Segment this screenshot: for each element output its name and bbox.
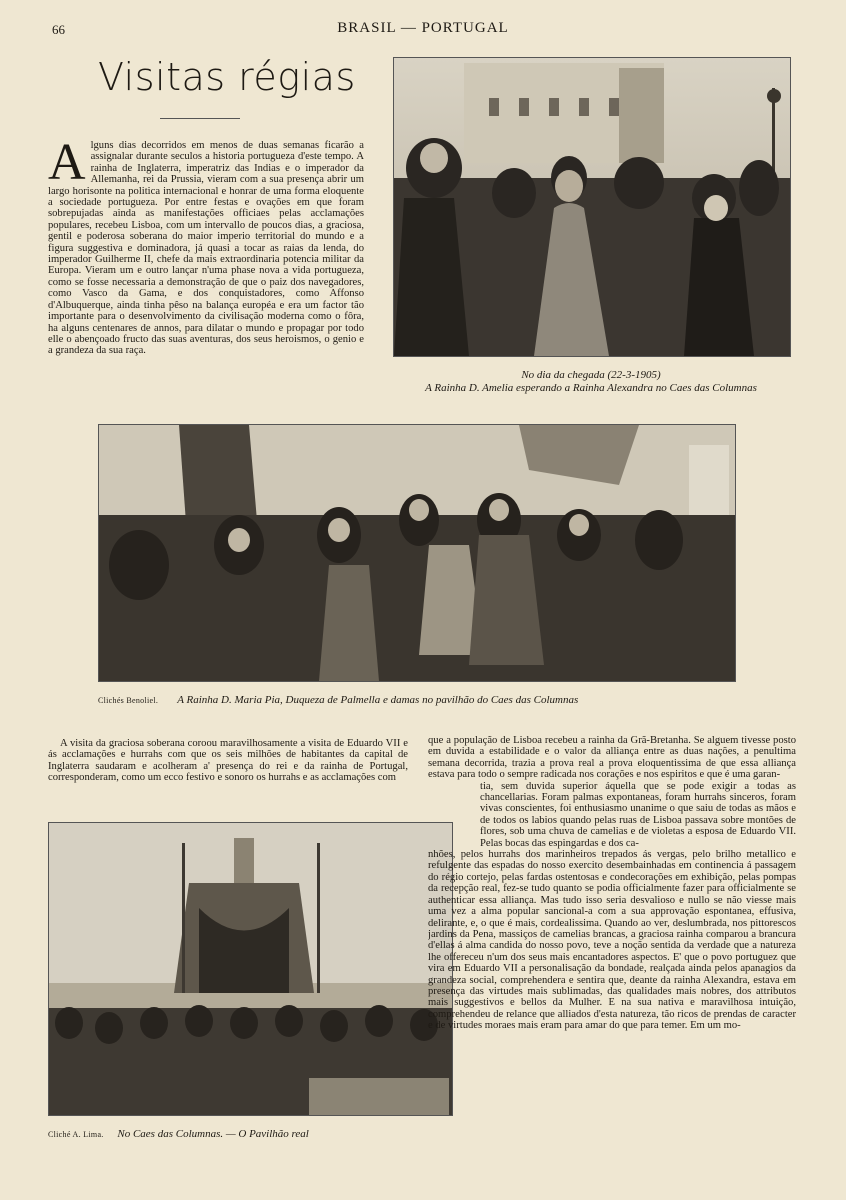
photo-pavilion-group [98,424,736,682]
third-column-para-a: que a população de Lisboa recebeu a rainha da Grã-Bretanha. Se alguem tivesse posto em duvida a estabilidade e o valor da alliança entre as duas nações, a penultima semana decorrida, trazia a prova real a prova eloquentissima de que essa alliança estava para todo o sempre radicada nos corações e nos espiritos e que é uma garan- [428,735,796,781]
photo-credit: Cliché A. Lima. [48,1130,104,1139]
photo-royal-pavilion-caption [48,1128,451,1141]
drop-cap: A [48,140,86,191]
caption-date-line: No dia da chegada (22-3-1905) [521,369,661,381]
caption-text: No Caes das Columnas. — O Pavilhão real [117,1128,309,1140]
photo-arrival-caption [393,369,789,395]
second-paragraph: A visita da graciosa soberana coroou maravilhosamente a visita de Eduardo VII e ás acclamações e hurrahs com que os seis milhões de habitantes da capital de Inglaterra saudaram e acolheram a' presença do rei e da rainha de Portugal, corresponderam, como um ecco festivo e sonoro os hurrahs e as acclamações com [48,738,408,784]
photo-credit: Clichés Benoliel. [98,696,159,705]
caption-description-line: A Rainha D. Amelia esperando a Rainha Alexandra no Caes das Columnas [425,382,757,394]
photo-arrival-crowd [393,57,791,357]
running-head: BRASIL — PORTUGAL [337,20,509,36]
third-column-para-c: nhões, pelos hurrahs dos marinheiros trepados ás vergas, pelo brilho metallico e refulgente das espadas do nosso exercito desembainhadas em continencia á passagem do régio cortejo, pelas fardas ostentosas e condecorações em exhibição, pelas pompas da recepção real, fez-se tudo quanto se podia officialmente fazer para officialmente se authenticar essa alliança. Mas tudo isso seria desvalioso e nullo se não viesse mais uma vez a alma popular sancional-a com a sua approvação espontanea, effusiva, delirante, e, o que é mais, cordealissima. Quando ao ver, deslumbrada, nos pittorescos jardins da Pena, massiços de camelias brancas, a graciosa rainha comparou a brancura d'ellas á alma candida do nosso povo, teve a noção sentida da verdade que a natureza lhe offereceu n'um dos seus mais encantadores aspectos. E' que o povo portuguez que vira em Eduardo VII a personalisação da bondade, realçada ainda pelos apanagios da grandeza social, comprehendera e sentira que, deante da rainha Alexandra, estava em presença das virtudes mais sublimadas, das qualidades mais nobres, dos attributos mais suggestivos e bellos da Mulher. E na sua nativa e maravilhosa intuição, comprehendeu de relance que alliados d'esta natureza, tão ricos de prendas de caracter e de virtudes moraes mais eram para amar do que para temer. Em um mo- [428,849,796,1032]
title-rule [160,118,240,119]
page-number: 66 [52,22,65,37]
intro-text: lguns dias decorridos em menos de duas semanas ficarão a assignalar durante seculos a historia portugueza d'este tempo. A rainha de Inglaterra, imperatriz das Indias e o imperador da Allemanha, rei da Prussia, vieram com a sua presença abrir um largo horisonte na politica internacional e honrar de uma forma eloquente a sociedade portugueza. Por entre festas e ovações em que foram sobrepujadas ainda as manifestações officiaes pelas acclamações populares, recebeu Lisboa, com um intervallo de poucos dias, a graciosa, gentil e poderosa soberana do maior imperio territorial do mundo e a figura suggestiva e dominadora, já quasi a tocar as raias da lenda, do imperador Guilherme II, chefe da mais extraordinaria potencia militar da Europa. Vieram um e outro lançar n'uma phase nova a vida portugueza, como se fosse necessaria a demonstração de que o paiz dos navegadores, como Vasco da Gama, e dos conquistadores, como Affonso d'Albuquerque, ainda tinha pêso na balança européa e era um factor tão importante para o desenvolvimento da civilisação moderna como o fôra, ha alguns centenares de annos, para dilatar o mundo e propagar por todo elle o abençoado fructo das suas aventuras, dos seus heroismos, o genio e a grandeza da sua raça. [48,140,364,357]
caption-text: A Rainha D. Maria Pia, Duqueza de Palmella e damas no pavilhão do Caes das Columnas [177,694,579,706]
third-column-para-b: tia, sem duvida superior áquella que se pode exigir a todas as chancellarias. Foram palmas expontaneas, foram hurrahs sinceros, foram vivas conscientes, foi enthusiasmo unanime o que saiu de todas as mãos e de todos os labios quando pelas ruas de Lisboa passava sobre montões de flores, sob uma chuva de camelias e de violetas a esposa de Eduardo VII. Pelas bocas das espingardas e dos ca- [480,780,796,849]
third-column [428,735,796,1143]
article-title: Visitas régias [98,55,356,99]
photo-royal-pavilion [48,822,453,1116]
intro-column [48,140,364,398]
photo-pavilion-caption [98,694,734,707]
